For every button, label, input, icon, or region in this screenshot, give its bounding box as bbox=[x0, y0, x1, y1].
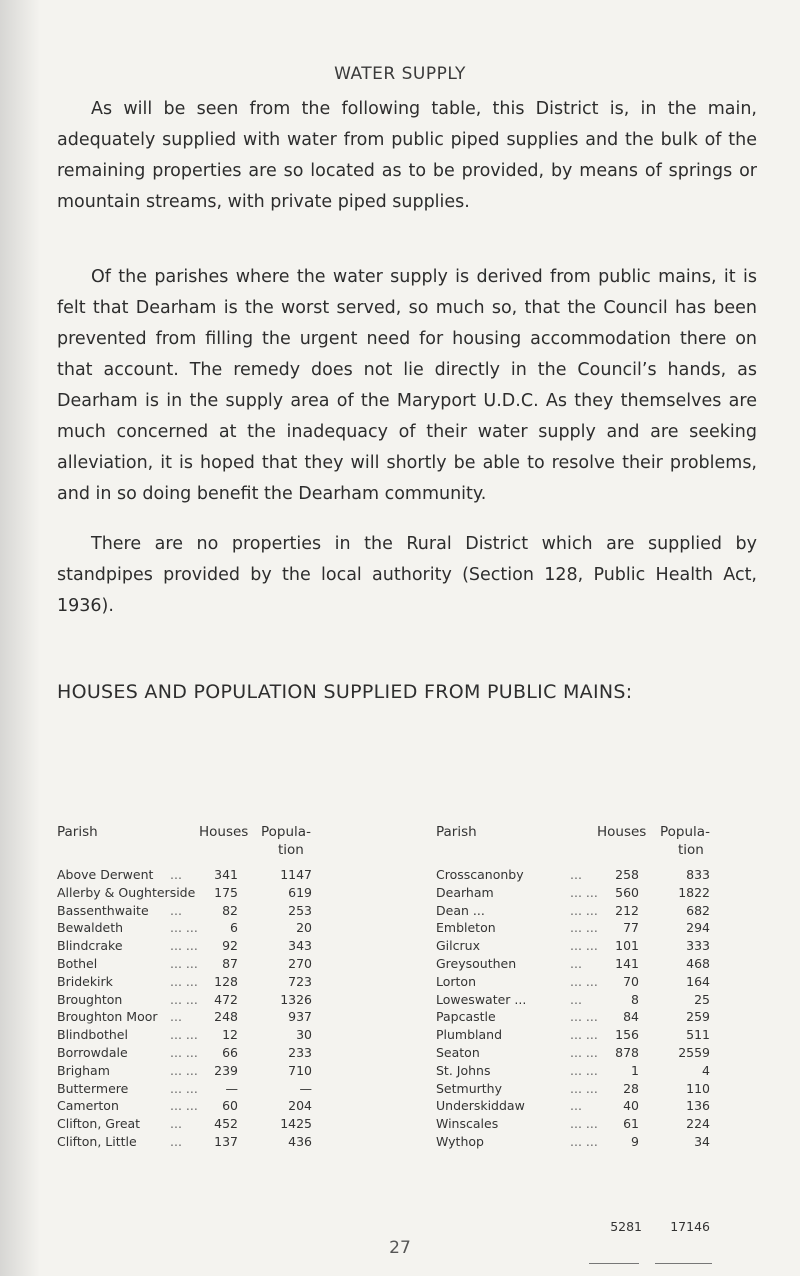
table-title: HOUSES AND POPULATION SUPPLIED FROM PUBLIC MAINS: bbox=[57, 681, 633, 703]
houses-value: 40 bbox=[623, 1098, 639, 1113]
population-value: 2559 bbox=[678, 1045, 710, 1060]
parish-name: Lorton bbox=[436, 974, 477, 989]
parish-name: Greysouthen bbox=[436, 956, 517, 971]
parish-name: Broughton Moor bbox=[57, 1009, 158, 1024]
leader-dots: ... ... bbox=[170, 920, 198, 935]
houses-value: 472 bbox=[214, 992, 238, 1007]
parish-name: Camerton bbox=[57, 1098, 119, 1113]
header-parish-left: Parish bbox=[57, 824, 98, 840]
leader-dots: ... bbox=[170, 1134, 182, 1149]
total-houses: 5281 bbox=[610, 1219, 642, 1234]
population-value: 25 bbox=[694, 992, 710, 1007]
houses-value: 128 bbox=[214, 974, 238, 989]
leader-dots: ... ... bbox=[570, 903, 598, 918]
parish-name: Clifton, Little bbox=[57, 1134, 137, 1149]
population-value: 619 bbox=[288, 885, 312, 900]
population-value: 136 bbox=[686, 1098, 710, 1113]
houses-value: 84 bbox=[623, 1009, 639, 1024]
population-value: 1822 bbox=[678, 885, 710, 900]
population-value: 333 bbox=[686, 938, 710, 953]
houses-value: 9 bbox=[631, 1134, 639, 1149]
parish-name: Buttermere bbox=[57, 1081, 129, 1096]
population-value: 436 bbox=[288, 1134, 312, 1149]
population-value: 270 bbox=[288, 956, 312, 971]
houses-value: 12 bbox=[222, 1027, 238, 1042]
parish-name: Allerby & Oughterside bbox=[57, 885, 196, 900]
leader-dots: ... bbox=[170, 867, 182, 882]
houses-value: 212 bbox=[615, 903, 639, 918]
page-edge-shadow bbox=[0, 0, 40, 1276]
parish-name: Wythop bbox=[436, 1134, 484, 1149]
header-population-right: Popula- bbox=[660, 824, 710, 840]
page-number: 27 bbox=[389, 1238, 411, 1258]
houses-value: 560 bbox=[615, 885, 639, 900]
leader-dots: ... ... bbox=[170, 1027, 198, 1042]
leader-dots: ... ... bbox=[570, 1045, 598, 1060]
population-value: 1425 bbox=[280, 1116, 312, 1131]
parish-name: Loweswater ... bbox=[436, 992, 527, 1007]
parish-name: Above Derwent bbox=[57, 867, 154, 882]
parish-name: Papcastle bbox=[436, 1009, 496, 1024]
population-value: 30 bbox=[296, 1027, 312, 1042]
parish-name: Plumbland bbox=[436, 1027, 503, 1042]
leader-dots: ... ... bbox=[570, 920, 598, 935]
header-houses-left: Houses bbox=[199, 824, 249, 840]
houses-value: 77 bbox=[623, 920, 639, 935]
header-population-left: Popula- bbox=[261, 824, 311, 840]
houses-value: 141 bbox=[615, 956, 639, 971]
leader-dots: ... ... bbox=[570, 1027, 598, 1042]
paragraph-3: There are no properties in the Rural District which are supplied by standpipes provided by the local authority (Section 128, Public Health Act, 1936). bbox=[57, 534, 757, 616]
parish-name: Dearham bbox=[436, 885, 494, 900]
houses-value: 878 bbox=[615, 1045, 639, 1060]
parish-name: Seaton bbox=[436, 1045, 480, 1060]
parish-name: Setmurthy bbox=[436, 1081, 502, 1096]
leader-dots: ... ... bbox=[170, 938, 198, 953]
total-population: 17146 bbox=[670, 1219, 710, 1234]
houses-value: 60 bbox=[222, 1098, 238, 1113]
houses-value: 6 bbox=[230, 920, 238, 935]
parish-name: Crosscanonby bbox=[436, 867, 524, 882]
population-value: 110 bbox=[686, 1081, 710, 1096]
leader-dots: ... bbox=[170, 903, 182, 918]
parish-name: Blindbothel bbox=[57, 1027, 128, 1042]
houses-value: 248 bbox=[214, 1009, 238, 1024]
houses-value: 28 bbox=[623, 1081, 639, 1096]
parish-name: Bridekirk bbox=[57, 974, 113, 989]
houses-value: 137 bbox=[214, 1134, 238, 1149]
houses-value: 8 bbox=[631, 992, 639, 1007]
leader-dots: ... ... bbox=[170, 1063, 198, 1078]
leader-dots: ... bbox=[570, 956, 582, 971]
total-population-rule bbox=[655, 1263, 712, 1264]
population-value: 20 bbox=[296, 920, 312, 935]
houses-value: 175 bbox=[214, 885, 238, 900]
leader-dots: ... bbox=[570, 1098, 582, 1113]
population-value: 1147 bbox=[280, 867, 312, 882]
parish-name: Embleton bbox=[436, 920, 496, 935]
parish-name: Blindcrake bbox=[57, 938, 123, 953]
leader-dots: ... bbox=[570, 992, 582, 1007]
header-houses-right: Houses bbox=[597, 824, 647, 840]
houses-value: 87 bbox=[222, 956, 238, 971]
leader-dots: ... bbox=[170, 1009, 182, 1024]
leader-dots: ... bbox=[570, 867, 582, 882]
parish-name: Gilcrux bbox=[436, 938, 480, 953]
leader-dots: ... ... bbox=[570, 1134, 598, 1149]
population-value: 682 bbox=[686, 903, 710, 918]
population-value: 833 bbox=[686, 867, 710, 882]
houses-value: 258 bbox=[615, 867, 639, 882]
houses-value: 82 bbox=[222, 903, 238, 918]
houses-value: 452 bbox=[214, 1116, 238, 1131]
houses-value: 61 bbox=[623, 1116, 639, 1131]
leader-dots: ... ... bbox=[570, 885, 598, 900]
houses-value: — bbox=[225, 1081, 238, 1096]
header-population-left-cont: tion bbox=[278, 842, 304, 858]
population-value: 4 bbox=[702, 1063, 710, 1078]
population-value: 233 bbox=[288, 1045, 312, 1060]
population-value: 164 bbox=[686, 974, 710, 989]
leader-dots: ... ... bbox=[170, 1098, 198, 1113]
leader-dots: ... ... bbox=[170, 956, 198, 971]
leader-dots: ... ... bbox=[170, 992, 198, 1007]
paragraph-2: Of the parishes where the water supply is derived from public mains, it is felt that Dearham is the worst served, so much so, that the Council has been prevented from filling the urgent need for housing accommodation there on that account. The remedy does not lie directly in the Council’s hands, as Dearham is in the supply area of the Maryport U.D.C. As they themselves are much concerned at the inadequacy of their water supply and are seeking alleviation, it is hoped that they will shortly be able to resolve their problems, and in so doing benefit the Dearham community. bbox=[57, 267, 757, 504]
population-value: 253 bbox=[288, 903, 312, 918]
parish-name: Underskiddaw bbox=[436, 1098, 525, 1113]
parish-name: Winscales bbox=[436, 1116, 499, 1131]
population-value: 204 bbox=[288, 1098, 312, 1113]
paragraph-1: As will be seen from the following table, this District is, in the main, adequately supplied with water from public piped supplies and the bulk of the remaining properties are so located as to be provided, by means of springs or mountain streams, with private piped supplies. bbox=[57, 99, 757, 212]
leader-dots: ... ... bbox=[570, 938, 598, 953]
parish-name: Borrowdale bbox=[57, 1045, 128, 1060]
parish-name: St. Johns bbox=[436, 1063, 491, 1078]
population-value: 294 bbox=[686, 920, 710, 935]
page-heading: WATER SUPPLY bbox=[334, 64, 466, 84]
houses-value: 92 bbox=[222, 938, 238, 953]
parish-name: Broughton bbox=[57, 992, 123, 1007]
population-value: 468 bbox=[686, 956, 710, 971]
leader-dots: ... ... bbox=[170, 974, 198, 989]
population-value: 710 bbox=[288, 1063, 312, 1078]
header-parish-right: Parish bbox=[436, 824, 477, 840]
houses-value: 341 bbox=[214, 867, 238, 882]
houses-value: 101 bbox=[615, 938, 639, 953]
parish-name: Brigham bbox=[57, 1063, 110, 1078]
leader-dots: ... ... bbox=[570, 1063, 598, 1078]
population-value: 511 bbox=[686, 1027, 710, 1042]
leader-dots: ... ... bbox=[570, 1009, 598, 1024]
houses-value: 1 bbox=[631, 1063, 639, 1078]
population-value: 34 bbox=[694, 1134, 710, 1149]
leader-dots: ... ... bbox=[570, 1081, 598, 1096]
parish-name: Bewaldeth bbox=[57, 920, 124, 935]
houses-value: 70 bbox=[623, 974, 639, 989]
leader-dots: ... ... bbox=[570, 974, 598, 989]
population-value: 937 bbox=[288, 1009, 312, 1024]
leader-dots: ... bbox=[170, 1116, 182, 1131]
parish-name: Clifton, Great bbox=[57, 1116, 141, 1131]
parish-name: Bassenthwaite bbox=[57, 903, 149, 918]
parish-name: Bothel bbox=[57, 956, 98, 971]
population-value: 259 bbox=[686, 1009, 710, 1024]
population-value: 224 bbox=[686, 1116, 710, 1131]
parish-name: Dean ... bbox=[436, 903, 485, 918]
leader-dots: ... ... bbox=[170, 1045, 198, 1060]
population-value: 723 bbox=[288, 974, 312, 989]
population-value: — bbox=[299, 1081, 312, 1096]
header-population-right-cont: tion bbox=[678, 842, 704, 858]
population-value: 343 bbox=[288, 938, 312, 953]
leader-dots: ... ... bbox=[170, 1081, 198, 1096]
total-houses-rule bbox=[589, 1263, 639, 1264]
leader-dots: ... ... bbox=[570, 1116, 598, 1131]
houses-value: 156 bbox=[615, 1027, 639, 1042]
houses-value: 66 bbox=[222, 1045, 238, 1060]
population-value: 1326 bbox=[280, 992, 312, 1007]
houses-value: 239 bbox=[214, 1063, 238, 1078]
